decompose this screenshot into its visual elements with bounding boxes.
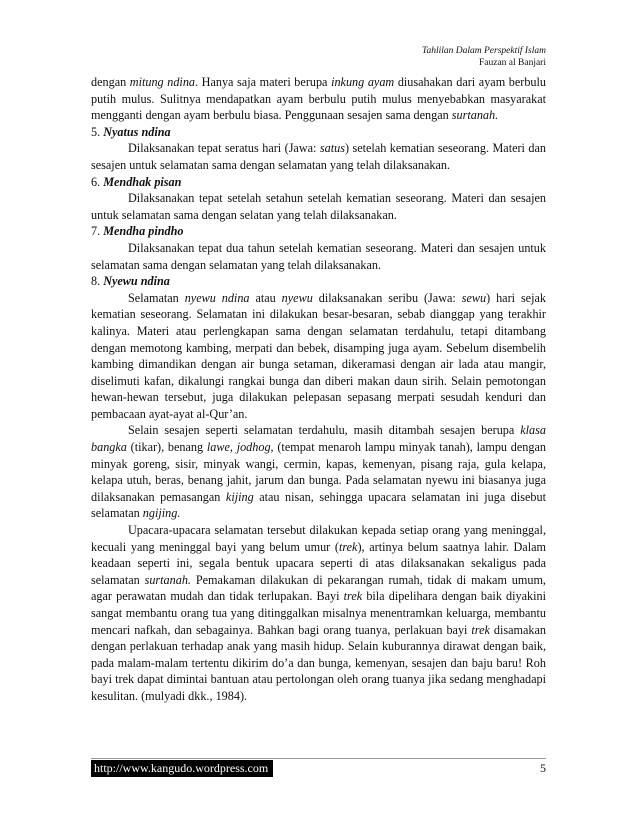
italic-term: sewu [461,290,487,305]
section-paragraph [91,140,546,173]
italic-term: inkung ayam [331,75,395,89]
text-run: Dilaksanakan tepat setelah setahun setelah kematian seseorang. Materi dan sesajen untuk selamatan sama dengan selatan yang telah dilaksanakan. [91,191,546,222]
section-paragraph [91,190,546,223]
section-heading [91,174,546,191]
text-run: Dilaksanakan tepat dua tahun setelah kematian seseorang. Materi dan sesajen untuk selamatan sama dengan selamatan yang telah dilaksanakan. [91,240,546,272]
text-run: dilaksanakan seribu (Jawa: [312,290,462,305]
text-run: dengan [91,75,130,89]
section-paragraph [91,522,546,705]
text-run: atau nisan, sehingga upacara selamatan ini juga disebut selamatan [91,489,546,521]
italic-term: klasa bangka [91,423,546,455]
section-number: 5. [91,124,101,139]
italic-term: nyewu [281,290,313,305]
section-number: 8. [91,274,101,289]
italic-term: surtanah. [451,108,499,123]
section-title: Mendha pindho [103,224,184,239]
text-run: Pemakaman dilakukan di pekarangan rumah, tidak di makam umum, agar perawatan mudah dan tidak terlupakan. Bayi [91,572,546,604]
header-title: Tahlilan Dalam Perspektif Islam [422,46,546,56]
text-run: disamakan dengan perlakuan terhadap anak yang masih hidup. Selain kuburannya dirawat dengan baik, pada malam-malam tertentu dikirim do’a dan bunga, kemenyan, sesajen dan baju baru! Roh bayi trek dapat dimintai bantuan atau pertolongan oleh orang tuanya jika sedang menghadapi kesulitan. (mulyadi dkk., 1984). [91,622,547,703]
section-paragraph [91,240,546,273]
section-heading [91,124,546,141]
section-title: Nyewu ndina [103,274,170,289]
running-header [422,45,546,69]
text-run: ), artinya belum saatnya lahir. Dalam keadaan seperti ini, segala bentuk upacara seperti di atas dilaksanakan sekaligus pada selamatan [91,539,546,587]
text-run: ) hari sejak kematian seseorang. Selamatan ini dilakukan besar-besaran, sebab dianggap yang terakhir kalinya. Materi atau perlengkapan sama dengan selamatan terdahulu, tetapi ditambang dengan memotong kambing, merpati dan bebek, disamping juga ayam. Sebelum disembelih kambing dimandikan dengan air bunga setaman, dikeramasi dengan air lada atau mangir, diselimuti kafan, dikalungi rangkai bunga dan diberi makan daun sirih. Selain pemotongan hewan-hewan tersebut, juga dilakukan pelepasan sepasang merpati sesudah kenduri dan pembacaan ayat-ayat al-Qur’an. [91,290,546,421]
section-heading [91,223,546,240]
text-run: Dilaksanakan tepat seratus hari (Jawa: [128,141,320,156]
text-run: (tempat menaroh lampu minyak tanah), lampu dengan minyak goreng, sisir, minyak wangi, cermin, kapas, kemenyan, pisang raja, gula kelapa, kelapa utuh, beras, benang jahit, jarum dan bunga. Pada selamatan nyewu ini biasanya juga dilaksanakan pemasangan [91,440,546,504]
text-run: Selamatan [128,290,185,305]
section-heading [91,273,546,290]
page-number: 5 [540,761,546,775]
section-title: Nyatus ndina [103,124,171,139]
italic-term: trek [471,622,490,637]
document-body [91,74,546,705]
italic-term: surtanah. [144,572,191,587]
footer-url-link[interactable]: http://www.kangudo.wordpress.com [91,760,273,777]
italic-term: trek [343,589,363,604]
italic-term: nyewu ndina [184,290,250,305]
section-number: 7. [91,224,101,239]
intro-paragraph [91,74,546,124]
section-paragraph [91,422,546,522]
italic-term: satus [319,141,345,156]
text-run: atau [249,290,282,305]
section-number: 6. [91,174,101,189]
footer-divider [91,758,546,759]
italic-term: mitung ndina [129,75,196,89]
header-author: Fauzan al Banjari [478,58,546,68]
text-run: diusahakan dari ayam berbulu putih mulus. Sulitnya mendapatkan ayam berbulu putih mulus menyebabkan masyarakat mengganti dengan ayam berbulu biasa. Penggunaan sesajen sama dengan [91,75,546,123]
italic-term: trek [338,539,358,554]
italic-term: kijing [225,489,254,504]
sections-container [91,124,546,705]
text-run: Upacara-upacara selamatan tersebut dilakukan kepada setiap orang yang meninggal, kecuali yang meninggal bayi yang belum umur ( [91,523,546,554]
italic-term: lawe, jodhog, [206,440,274,455]
italic-term: ngijing. [142,506,181,521]
text-run: Selain sesajen seperti selamatan terdahulu, masih ditambah sesajen berupa [128,423,521,438]
text-run: ) setelah kematian seseorang. Materi dan sesajen untuk selamatan sama dengan selamatan yang telah dilaksanakan. [91,141,546,172]
text-run: (tikar), benang [126,440,207,455]
section-paragraph [91,290,546,423]
text-run: . Hanya saja materi berupa [195,75,332,89]
section-title: Mendhak pisan [103,174,182,189]
text-run: bila dipelihara dengan baik diyakini sangat membantu orang tua yang ditinggalkan misalnya menentramkan keluarga, membantu mencari nafkah, dan sebagainya. Bahkan bagi orang tuanya, perlakuan bayi [91,589,546,637]
